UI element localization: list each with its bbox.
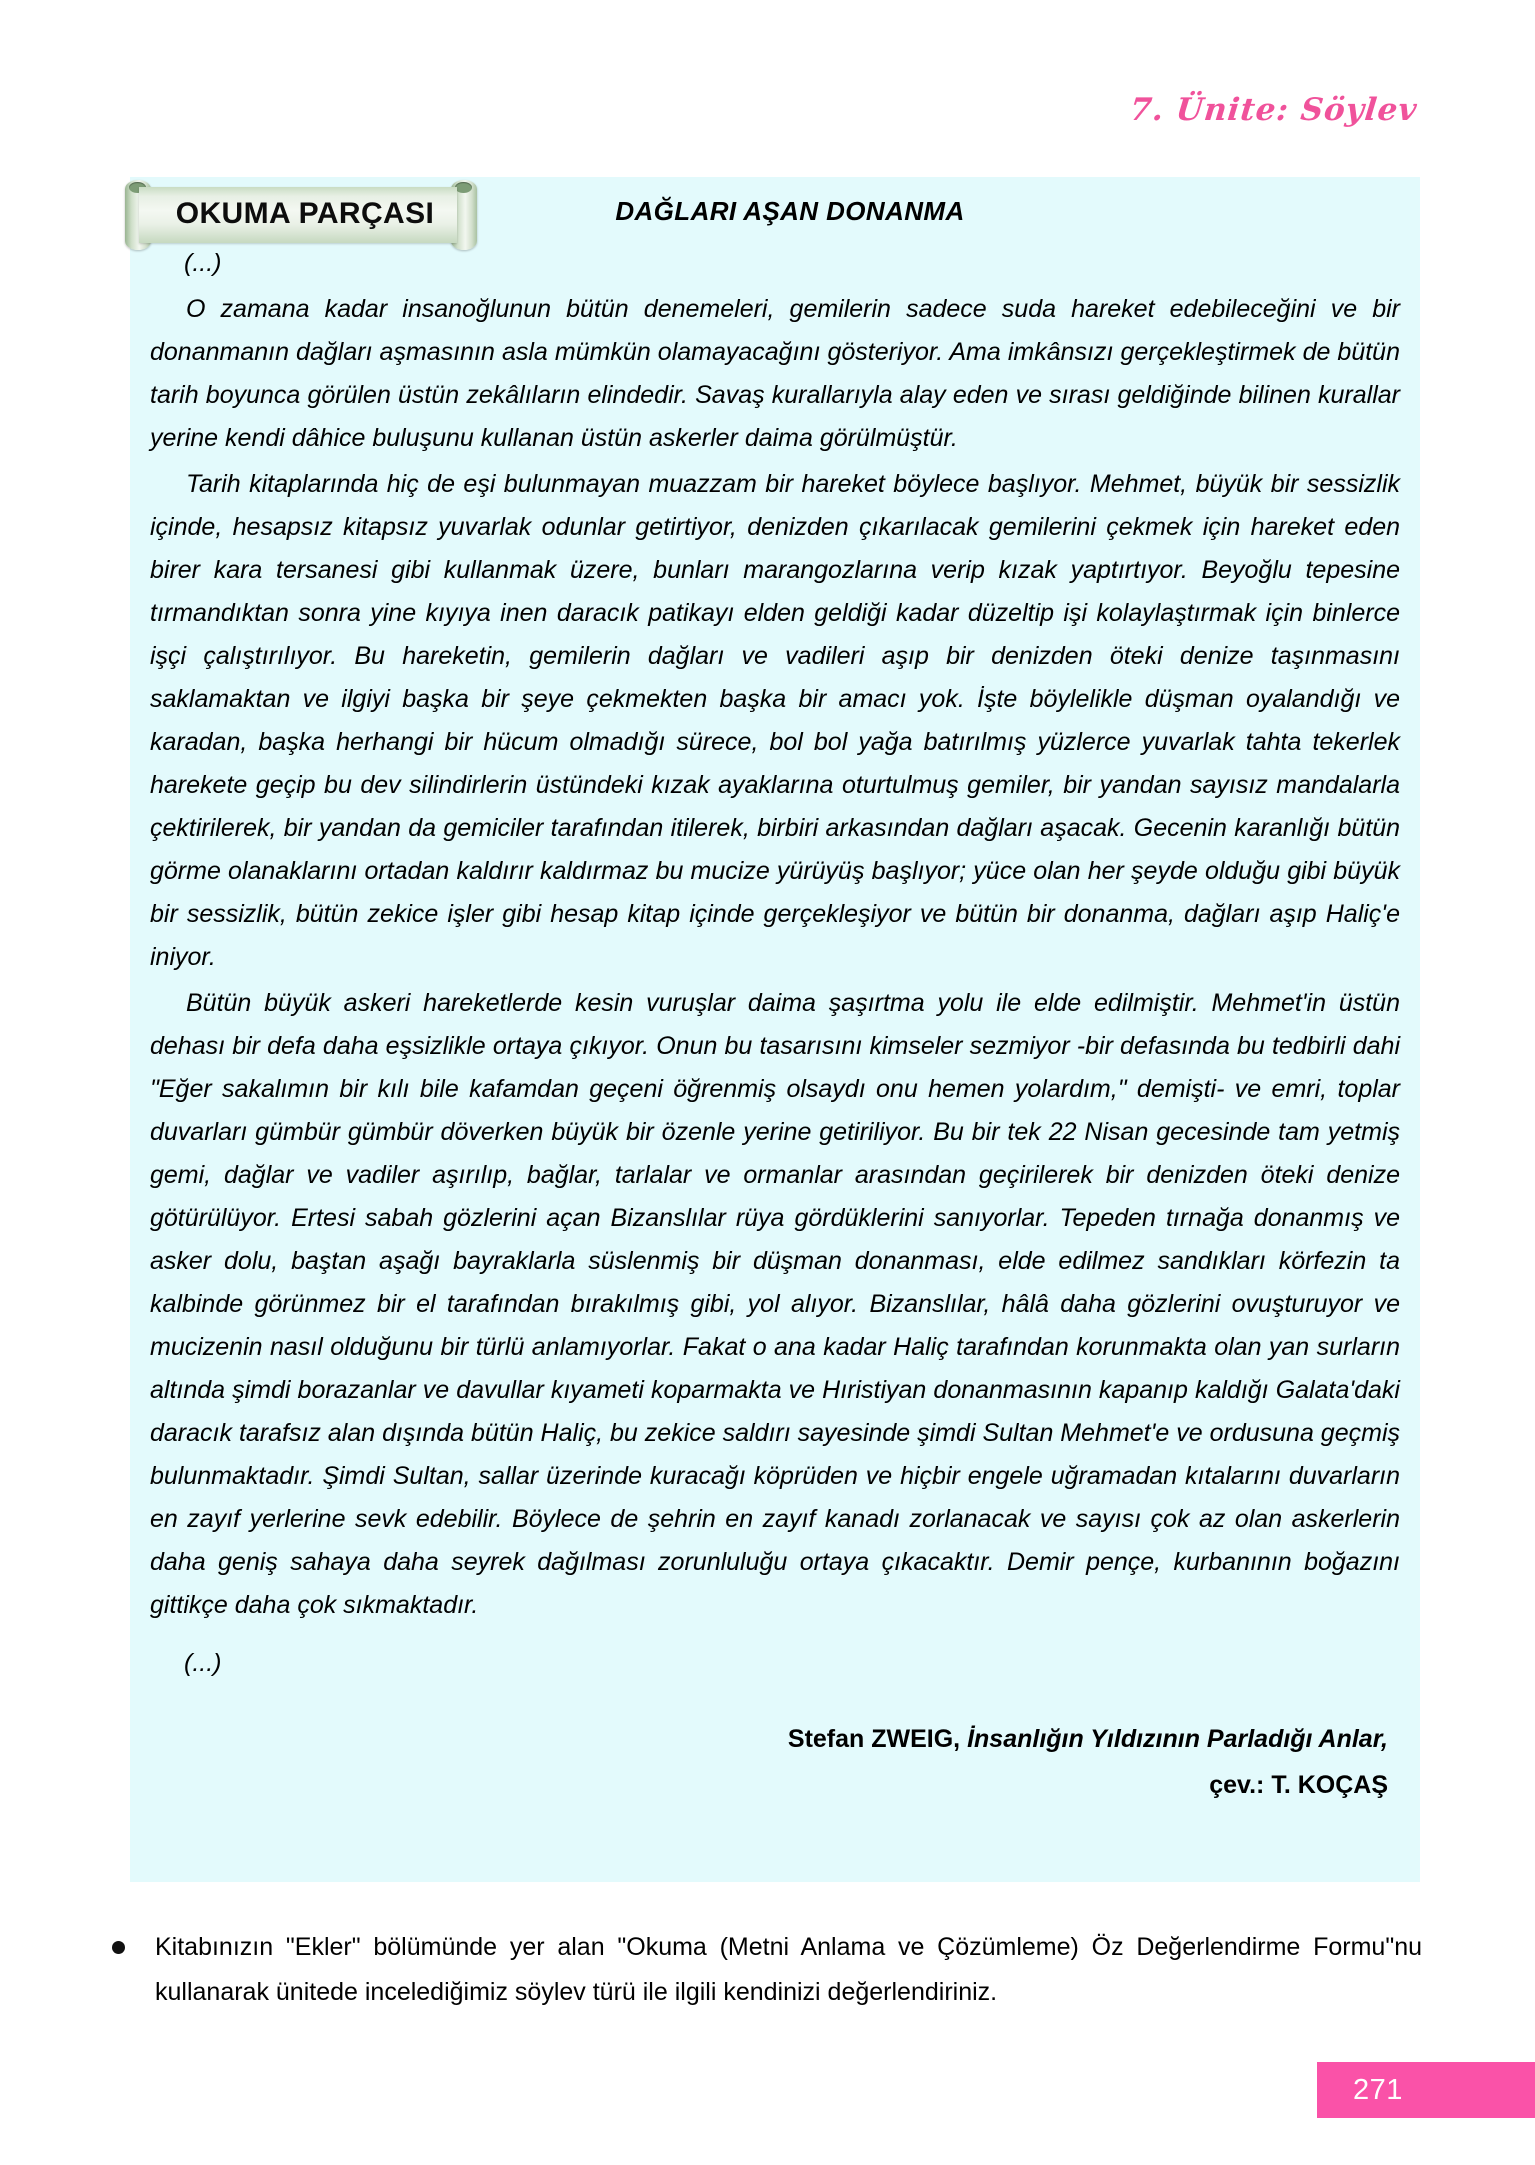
reading-paragraph: Tarih kitaplarında hiç de eşi bulunmayan muazzam bir hareket böylece başlıyor. Mehmet, büyük bir sessizlik içinde, hesapsız kitapsız yuvarlak odunlar getirtiyor, denizden çıkarılacak gemilerini çekmek için hareket eden birer kara tersanesi gibi kullanmak üzere, bunları marangozlarına verip kızak yaptırtıyor. Beyoğlu tepesine tırmandıktan sonra yine kıyıya inen daracık patikayı elden geldiği kadar düzeltip işi kolaylaştırmak için binlerce işçi çalıştırılıyor. Bu hareketin, gemilerin dağları ve vadileri aşıp bir denizden öteki denize taşınmasını saklamaktan ve ilgiyi başka bir şeye çekmekten başka bir amacı yok. İşte böylelikle düşman oyalandığı ve karadan, başka herhangi bir hücum olmadığı sürece, bol bol yağa batırılmış yüzlerce yuvarlak tahta tekerlek harekete geçip bu dev silindirlerin üstündeki kızak ayaklarına oturtulmuş gemiler, bir yandan sayısız mandalarla çektirilerek, bir yandan da gemiciler tarafından itilerek, birbiri arkasından dağları aşacak. Gecenin karanlığı bütün görme olanaklarını ortadan kaldırır kaldırmaz bu mucize yürüyüş başlıyor; yüce olan her şeyde olduğu gibi büyük bir sessizlik, bütün zekice işler gibi hesap kitap içinde gerçekleşiyor ve bütün bir donanma, dağları aşıp Haliç'e iniyor. bbox=[150, 470, 1400, 971]
attribution-author: Stefan ZWEIG, bbox=[787, 1725, 968, 1753]
reading-content bbox=[150, 196, 1400, 1808]
source-attribution bbox=[150, 1716, 1400, 1808]
page-number-badge bbox=[1317, 2062, 1535, 2118]
ellipsis-marker-top: (...) bbox=[184, 249, 222, 277]
attribution-work-title: İnsanlığın Yıldızının Parladığı Anlar, bbox=[967, 1725, 1388, 1753]
page-number: 271 bbox=[1353, 2073, 1403, 2106]
reading-paragraph: Bütün büyük askeri hareketlerde kesin vuruşlar daima şaşırtma yolu ile elde edilmiştir. Mehmet'in üstün dehası bir defa daha eşsizlikle ortaya çıkıyor. Onun bu tasarısını kimseler sezmiyor -bir defasında bu tedbirli dahi "Eğer sakalımın bir kılı bile kafamdan geçeni öğrenmiş olsaydı onu hemen yolardım," demişti- ve emri, toplar duvarları gümbür gümbür döverken büyük bir özenle yerine getiriliyor. Bu bir tek 22 Nisan gecesinde tam yetmiş gemi, dağlar ve vadiler aşırılıp, bağlar, tarlalar ve ormanlar arasından geçirilerek bir denizden öteki denize götürülüyor. Ertesi sabah gözlerini açan Bizanslılar rüya gördüklerini sanıyorlar. Tepeden tırnağa donanmış ve asker dolu, baştan aşağı bayraklarla süslenmiş bir düşman donanması, elde edilmez sandıkları körfezin ta kalbinde görünmez bir el tarafından bırakılmış gibi, yol alıyor. Bizanslılar, hâlâ daha gözlerini ovuşturuyor ve mucizenin nasıl olduğunu bir türlü anlamıyorlar. Fakat o ana kadar Haliç tarafından korunmakta olan yan surların altında şimdi borazanlar ve davullar kıyameti koparmakta ve Hıristiyan donanmasının kapanıp kaldığı Galata'daki daracık tarafsız alan dışında bütün Haliç, bu zekice saldırı sayesinde şimdi Sultan Mehmet'e ve ordusuna geçmiş bulunmaktadır. Şimdi Sultan, sallar üzerinde kuracağı köprüden ve hiçbir engele uğramadan kıtalarını duvarların en zayıf yerlerine sevk edebilir. Böylece de şehrin en zayıf kanadı zorlanacak ve sayısı çok az olan askerlerin daha geniş sahaya daha seyrek dağılması zorunluluğu ortaya çıkacaktır. Demir pençe, kurbanının boğazını gittikçe daha çok sıkmaktadır. bbox=[150, 989, 1400, 1619]
running-head-unit-title: 7. Ünite: Söylev bbox=[1127, 92, 1419, 128]
reading-paragraph: O zamana kadar insanoğlunun bütün denemeleri, gemilerin sadece suda hareket edebileceğini ve bir donanmanın dağları aşmasının asla mümkün olamayacağını gösteriyor. Ama imkânsızı gerçekleştirmek de bütün tarih boyunca görülen üstün zekâlıların elindedir. Savaş kurallarıyla alay eden ve sırası geldiğinde bilinen kurallar yerine kendi dâhice buluşunu kullanan üstün askerler daima görülmüştür. bbox=[150, 295, 1400, 452]
activity-bullet-item bbox=[112, 1925, 1422, 2015]
attribution-translator: çev.: T. KOÇAŞ bbox=[1209, 1771, 1388, 1799]
bullet-point-icon bbox=[112, 1941, 125, 1954]
activity-instruction-text: Kitabınızın "Ekler" bölümünde yer alan "Okuma (Metni Anlama ve Çözümleme) Öz Değerlendirme Formu"nu kullanarak ünitede incelediğimiz söylev türü ile ilgili kendinizi değerlendiriniz. bbox=[155, 1933, 1422, 2006]
banner-label: OKUMA PARÇASI bbox=[175, 197, 435, 230]
ellipsis-marker-bottom: (...) bbox=[184, 1649, 222, 1677]
reading-section-banner bbox=[103, 175, 491, 253]
reading-title: DAĞLARI AŞAN DONANMA bbox=[615, 196, 965, 226]
